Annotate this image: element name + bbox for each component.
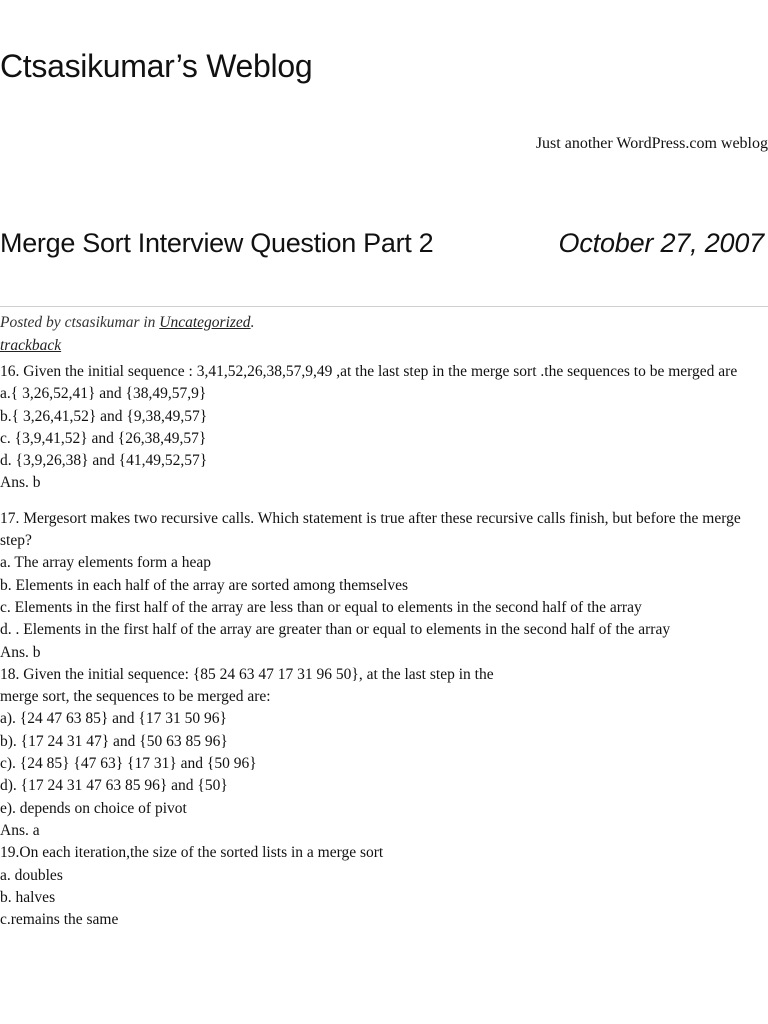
q16-option-b: b.{ 3,26,41,52} and {9,38,49,57} (0, 407, 208, 425)
blog-title[interactable]: Ctsasikumar’s Weblog (0, 48, 313, 84)
question-19: 19.On each iteration,the size of the sorted lists in a merge sort (0, 844, 384, 862)
q17-option-d: d. . Elements in the first half of the array are greater than or equal to elements in the second half of the array (0, 621, 671, 639)
q17-option-a: a. The array elements form a heap (0, 554, 212, 572)
q17-answer: Ans. b (0, 643, 41, 661)
q16-option-d: d. {3,9,26,38} and {41,49,52,57} (0, 452, 208, 470)
q18-answer: Ans. a (0, 821, 40, 839)
question-18-cont: merge sort, the sequences to be merged are: (0, 688, 271, 706)
post-date: October 27, 2007 (558, 228, 764, 258)
q18-option-b: b). {17 24 31 47} and {50 63 85 96} (0, 732, 228, 750)
question-17: 17. Mergesort makes two recursive calls. Which statement is true after these recursive calls finish, but before the merge step? (0, 509, 741, 550)
q16-option-a: a.{ 3,26,52,41} and {38,49,57,9} (0, 385, 207, 403)
question-18: 18. Given the initial sequence: {85 24 63 47 17 31 96 50}, at the last step in the (0, 665, 494, 683)
q16-answer: Ans. b (0, 474, 41, 492)
meta-period: . (250, 314, 255, 331)
post-header (0, 224, 768, 264)
q19-option-b: b. halves (0, 888, 56, 906)
question-16: 16. Given the initial sequence : 3,41,52,26,38,57,9,49 ,at the last step in the merge sort .the sequences to be merged are (0, 363, 738, 380)
q16-option-c: c. {3,9,41,52} and {26,38,49,57} (0, 429, 207, 447)
q18-option-e: e). depends on choice of pivot (0, 799, 187, 817)
post-content (0, 361, 768, 931)
posted-by-text: Posted by ctsasikumar in (0, 314, 160, 331)
blog-tagline: Just another WordPress.com weblog (535, 135, 768, 152)
category-link[interactable]: Uncategorized (159, 314, 251, 331)
q17-option-b: b. Elements in each half of the array are sorted among themselves (0, 576, 409, 594)
q18-option-c: c). {24 85} {47 63} {17 31} and {50 96} (0, 755, 257, 773)
q19-option-a: a. doubles (0, 866, 63, 884)
q19-option-c: c.remains the same (0, 911, 119, 929)
post-meta (0, 312, 760, 357)
q18-option-a: a). {24 47 63 85} and {17 31 50 96} (0, 710, 227, 728)
post-title[interactable]: Merge Sort Interview Question Part 2 (0, 228, 434, 258)
q18-option-d: d). {17 24 31 47 63 85 96} and {50} (0, 777, 228, 795)
q17-option-c: c. Elements in the first half of the array are less than or equal to elements in the second half of the array (0, 598, 642, 616)
divider (0, 306, 768, 307)
paragraph-gap (0, 495, 768, 508)
trackback-link[interactable]: trackback (0, 336, 62, 354)
